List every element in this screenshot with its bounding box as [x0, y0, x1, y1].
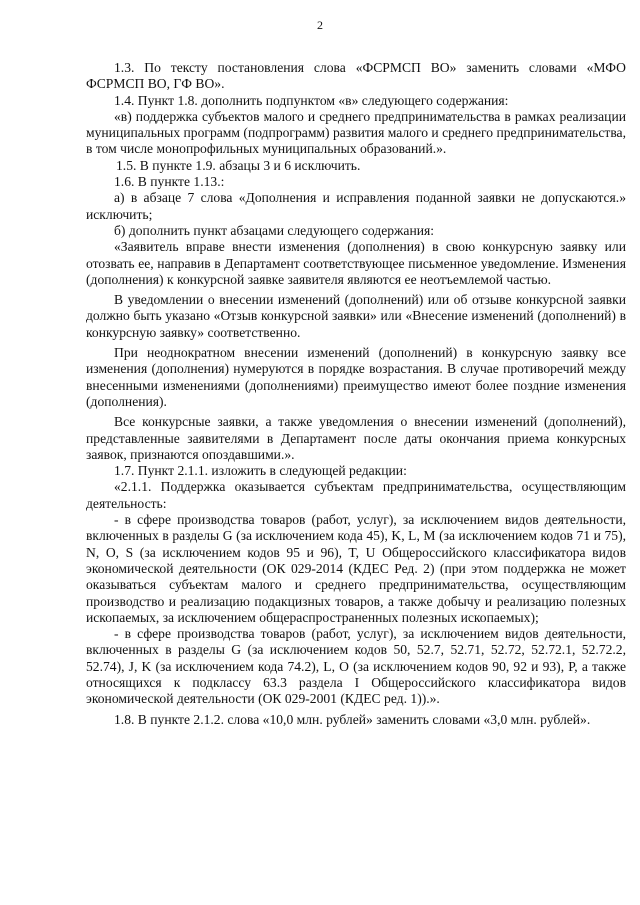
paragraph-1-6-b: б) дополнить пункт абзацами следующего содержания:	[114, 222, 435, 238]
paragraph-late-applications: Все конкурсные заявки, а также уведомления о внесении изменений (дополнений), представленные заявителями в Департамент после даты окончания приема конкурсных заявок, признаются опоздавшими.».	[86, 414, 626, 462]
document-body	[86, 60, 626, 728]
paragraph-1-4: 1.4. Пункт 1.8. дополнить подпунктом «в» следующего содержания:	[114, 92, 509, 108]
paragraph-1-5: 1.5. В пункте 1.9. абзацы 3 и 6 исключить.	[116, 157, 361, 173]
paragraph-notice-content: В уведомлении о внесении изменений (дополнений) или об отзыве конкурсной заявки должно быть указано «Отзыв конкурсной заявки» или «Внесение изменений (дополнений) в конкурсную заявку» соответственно.	[86, 292, 626, 340]
page-number: 2	[317, 18, 323, 32]
paragraph-okved-2001: - в сфере производства товаров (работ, услуг), за исключением видов деятельности, включенных в разделы G (за исключением кодов 50, 52.7, 52.71, 52.72, 52.72.1, 52.72.2, 52.74), J, K (за исключением кода 74.2), L, O (за исключением кодов 90, 92 и 93), P, а также относящихся к подклассу 63.3 раздела I Общероссийского классификатора видов экономической деятельности (ОК 029-2001 (КДЕС ред. 1)).».	[86, 626, 626, 707]
paragraph-applicant-changes: «Заявитель вправе внести изменения (дополнения) в свою конкурсную заявку или отозвать ее, направив в Департамент соответствующее письменное уведомление. Изменения (дополнения) к конкурсной заявке заявителя являются ее неотъемлемой частью.	[86, 239, 626, 287]
paragraph-1-6-a: а) в абзаце 7 слова «Дополнения и исправления поданной заявки не допускаются.» исключить;	[86, 190, 626, 222]
paragraph-1-4-v: «в) поддержка субъектов малого и среднего предпринимательства в рамках реализации муниципальных программ (подпрограмм) развития малого и среднего предпринимательства, в том числе монопрофильных муниципальных образований.».	[86, 108, 626, 157]
paragraph-repeated-changes: При неоднократном внесении изменений (дополнений) в конкурсную заявку все изменения (дополнения) нумеруются в порядке возрастания. В случае противоречий между внесенными изменениями (дополнениями) преимущество имеют более поздние изменения (дополнения).	[86, 345, 626, 409]
paragraph-okved-2014: - в сфере производства товаров (работ, услуг), за исключением видов деятельности, включенных в разделы G (за исключением кода 45), K, L, M (за исключением кодов 71 и 75), N, O, S (за исключением кодов 95 и 96), T, U Общероссийского классификатора видов экономической деятельности (ОК 029-2014 (КДЕС Ред. 2) (при этом поддержка не может оказываться субъектам малого и среднего предпринимательства, осуществляющим производство и реализацию подакцизных товаров, а также добычу и реализацию полезных ископаемых, за исключением общераспространенных полезных ископаемых);	[86, 512, 626, 625]
paragraph-1-3: 1.3. По тексту постановления слова «ФСРМСП ВО» заменить словами «МФО ФСРМСП ВО, ГФ ВО».	[86, 60, 626, 92]
paragraph-1-7: 1.7. Пункт 2.1.1. изложить в следующей редакции:	[114, 463, 407, 479]
paragraph-2-1-1: «2.1.1. Поддержка оказывается субъектам предпринимательства, осуществляющим деятельность:	[86, 479, 626, 511]
paragraph-1-8: 1.8. В пункте 2.1.2. слова «10,0 млн. рублей» заменить словами «3,0 млн. рублей».	[114, 711, 591, 727]
paragraph-1-6: 1.6. В пункте 1.13.:	[114, 174, 225, 190]
